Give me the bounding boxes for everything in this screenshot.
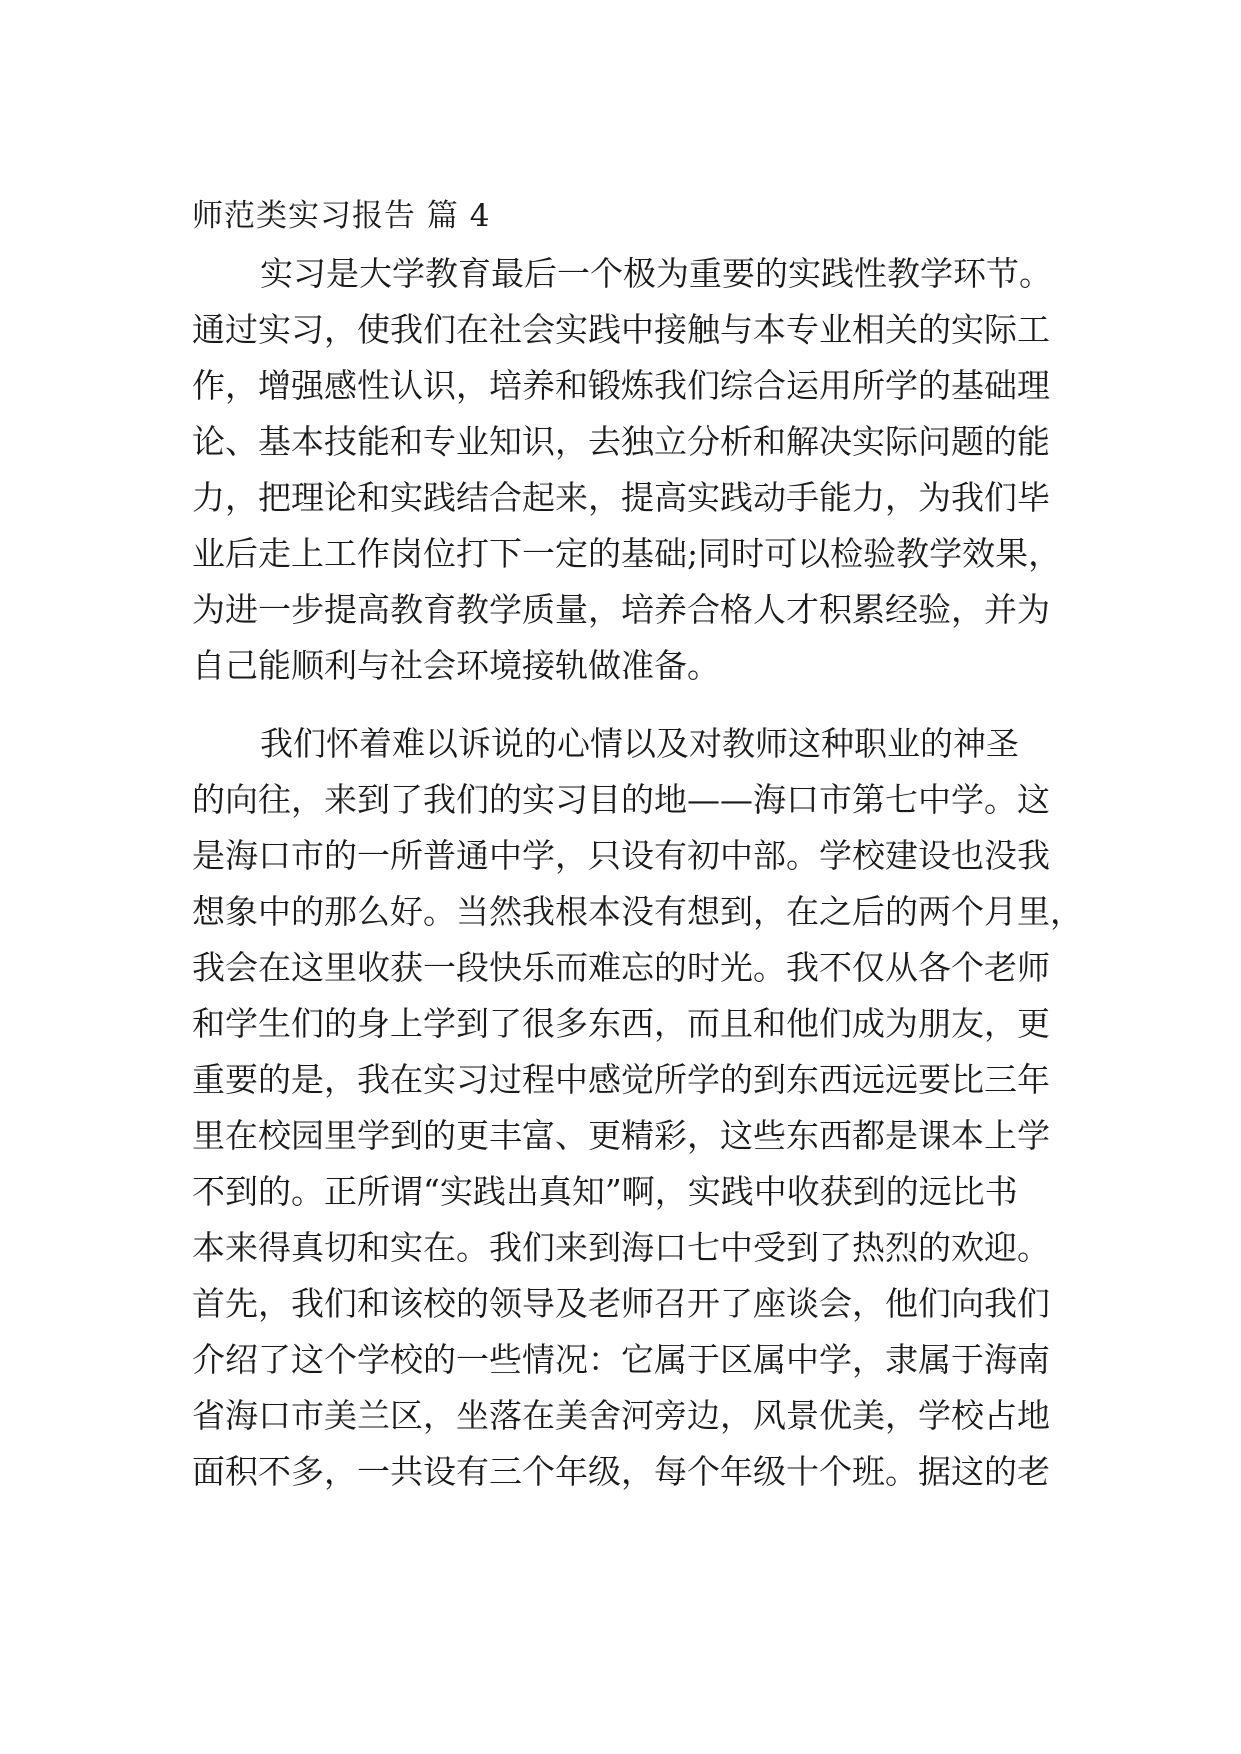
body-line: 和学生们的身上学到了很多东西，而且和他们成为朋友，更 (192, 1004, 1050, 1043)
body-line: 想象中的那么好。当然我根本没有想到，在之后的两个月里， (192, 892, 1083, 931)
body-line: 省海口市美兰区，坐落在美舍河旁边，风景优美，学校占地 (192, 1396, 1050, 1435)
body-line: 不到的。正所谓“实践出真知”啊，实践中收获到的远比书 (192, 1172, 1018, 1211)
body-line: 通过实习，使我们在社会实践中接触与本专业相关的实际工 (192, 310, 1050, 349)
body-line: 面积不多，一共设有三个年级，每个年级十个班。据这的老 (192, 1452, 1050, 1491)
body-line: 本来得真切和实在。我们来到海口七中受到了热烈的欢迎。 (192, 1228, 1050, 1267)
body-line: 实习是大学教育最后一个极为重要的实践性教学环节。 (260, 254, 1052, 293)
body-line: 介绍了这个学校的一些情况：它属于区属中学，隶属于海南 (192, 1340, 1050, 1379)
document-title: 师范类实习报告 篇 4 (192, 198, 491, 234)
body-line: 重要的是，我在实习过程中感觉所学的到东西远远要比三年 (192, 1060, 1050, 1099)
body-line: 为进一步提高教育教学质量，培养合格人才积累经验，并为 (192, 590, 1050, 629)
body-line: 业后走上工作岗位打下一定的基础;同时可以检验教学效果， (192, 534, 1062, 573)
body-line: 我会在这里收获一段快乐而难忘的时光。我不仅从各个老师 (192, 948, 1050, 987)
body-line: 是海口市的一所普通中学，只设有初中部。学校建设也没我 (192, 836, 1050, 875)
body-line: 的向往，来到了我们的实习目的地——海口市第七中学。这 (192, 780, 1050, 819)
body-line: 首先，我们和该校的领导及老师召开了座谈会，他们向我们 (192, 1284, 1050, 1323)
body-line: 里在校园里学到的更丰富、更精彩，这些东西都是课本上学 (192, 1116, 1050, 1155)
body-line: 力，把理论和实践结合起来，提高实践动手能力，为我们毕 (192, 478, 1050, 517)
body-line: 我们怀着难以诉说的心情以及对教师这种职业的神圣 (260, 724, 1019, 763)
body-line: 论、基本技能和专业知识，去独立分析和解决实际问题的能 (192, 422, 1050, 461)
body-line: 自己能顺利与社会环境接轨做准备。 (192, 646, 720, 685)
body-line: 作，增强感性认识，培养和锻炼我们综合运用所学的基础理 (192, 366, 1050, 405)
